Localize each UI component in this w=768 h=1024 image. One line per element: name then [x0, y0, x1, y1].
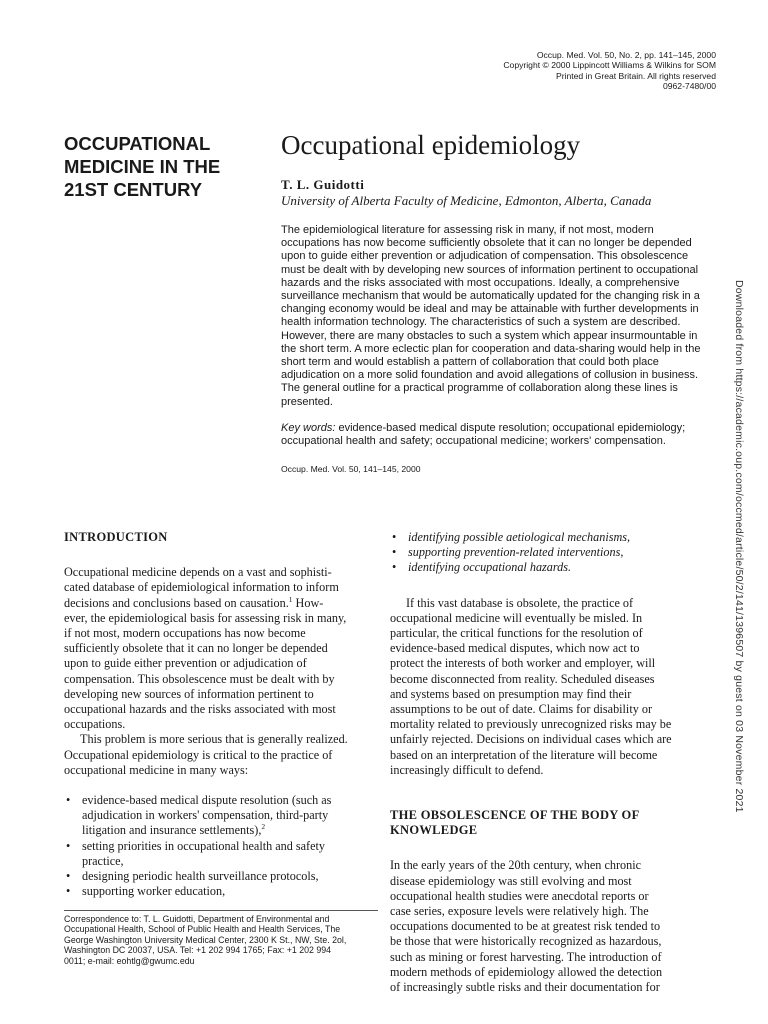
- keywords-line: occupational health and safety; occupational medicine; workers' compensation.: [281, 435, 666, 448]
- correspondence-footnote: [64, 914, 378, 966]
- bullet-icon: •: [392, 545, 397, 560]
- text-line: occupational medicine in many ways:: [64, 762, 249, 777]
- footnote-line: Correspondence to: T. L. Guidotti, Department of Environmental and: [64, 914, 330, 924]
- abstract-line: must be dealt with by developing new sources of information pertinent to occupational: [281, 263, 699, 276]
- keywords: [281, 422, 717, 448]
- text-line: mortality related to previously unrecognized risks may be: [390, 717, 672, 732]
- bullet-icon: •: [392, 530, 397, 544]
- right-column: [390, 530, 718, 995]
- text-span: decisions and conclusions based on causation.: [64, 595, 289, 610]
- abstract-line: occupations has now become sufficiently obsolete that it can no longer be depended: [281, 237, 692, 250]
- text-line: such as mining or forest harvesting. The introduction of: [390, 949, 662, 964]
- reference-1: 1: [288, 594, 293, 604]
- article-citation: Occup. Med. Vol. 50, 141–145, 2000: [281, 464, 421, 474]
- text-line: Occupational epidemiology is critical to the practice of: [64, 747, 333, 762]
- text-line: increasingly difficult to defend.: [390, 762, 544, 777]
- bullet-item: [64, 793, 378, 839]
- obsolete-paragraph: [390, 596, 718, 778]
- footnote-line: Washington DC 20037, USA. Tel: +1 202 994 1765; Fax: +1 202 994: [64, 945, 332, 956]
- footnote-divider: [64, 910, 378, 911]
- heading-line: THE OBSOLESCENCE OF THE BODY OF: [390, 808, 640, 823]
- text-line: and systems based on presumption may find their: [390, 686, 632, 701]
- pubinfo-line: Occup. Med. Vol. 50, No. 2, pp. 141–145, 2000: [536, 50, 716, 60]
- text-line: particular, the critical functions for the resolution of: [390, 626, 643, 641]
- footnote-line: George Washington University Medical Center, 2300 K St., NW, Ste. 2ol,: [64, 934, 347, 945]
- text-line: evidence-based medical dispute resolution (such as: [82, 793, 332, 808]
- bullet-icon: •: [66, 869, 71, 884]
- introduction-heading: INTRODUCTION: [64, 530, 168, 544]
- bullet-icon: •: [66, 838, 71, 853]
- text-line: occupational hazards and the risks associated with most: [64, 702, 336, 717]
- bullet-item: [390, 560, 718, 575]
- text-line: occupational medicine will eventually be misled. In: [390, 610, 643, 625]
- text-line: If this vast database is obsolete, the practice of: [406, 595, 634, 610]
- bullet-item: [390, 545, 718, 560]
- section-label: [64, 132, 264, 201]
- text-line: occupational health studies were anecdotal reports or: [390, 888, 649, 903]
- abstract: [281, 224, 717, 409]
- text-line: unfairly rejected. Decisions on individual cases which are: [390, 732, 672, 747]
- heading-line: KNOWLEDGE: [390, 823, 478, 838]
- pubinfo-line: Copyright © 2000 Lippincott Williams & Wilkins for SOM: [503, 60, 716, 71]
- text-line: Occupational medicine depends on a vast and sophisti-: [64, 565, 332, 580]
- abstract-line: changing economy would be ideal and may be attainable with further developments in: [281, 303, 699, 316]
- text-line: occupations.: [64, 717, 126, 732]
- abstract-line: surveillance mechanism that would be automatically updated for the changing risk in a: [281, 290, 700, 303]
- bullet-item: [64, 839, 378, 869]
- abstract-line: The epidemiological literature for assessing risk in many, if not most, modern: [281, 224, 654, 236]
- text-line: identifying possible aetiological mechanisms,: [408, 530, 631, 544]
- left-column: [64, 530, 378, 899]
- abstract-line: hazards and the risks associated with most occupations. Ideally, a comprehensive: [281, 276, 680, 289]
- keywords-line: [281, 422, 717, 435]
- text-line: case series, exposure levels were relatively high. The: [390, 904, 649, 919]
- text-line: upon to guide either prevention or adjudication of: [64, 656, 307, 671]
- pubinfo-line: Printed in Great Britain. All rights reserved: [555, 70, 716, 81]
- abstract-line: presented.: [281, 395, 333, 408]
- text-line: [64, 596, 378, 611]
- text-line: supporting prevention-related interventions,: [408, 545, 624, 560]
- bullet-icon: •: [392, 560, 397, 575]
- abstract-line: upon to guide either prevention or adjudication of compensation. This obsolescence: [281, 250, 689, 263]
- section-label-line: OCCUPATIONAL: [64, 133, 211, 154]
- text-line: ever, the epidemiological basis for assessing risk in many,: [64, 610, 347, 625]
- text-line: assumptions to be out of date. Claims for disability or: [390, 702, 653, 717]
- abstract-line: However, there are many obstacles to such a system which appear insurmountable in: [281, 329, 698, 342]
- download-note: Downloaded from https://academic.oup.com/occmed/article/50/2/141/1396507 by guest on 03 November 2021: [733, 280, 745, 813]
- text-line: This problem is more serious that is generally realized.: [80, 732, 348, 747]
- text-line: In the early years of the 20th century, when chronic: [390, 858, 641, 873]
- text-line: occupations documented to be at greatest risk tended to: [390, 919, 661, 934]
- text-line: disease epidemiology was still evolving and most: [390, 873, 632, 888]
- abstract-line: health information technology. The characteristics of such a system are described.: [281, 316, 681, 329]
- keywords-label: Key words:: [281, 422, 336, 434]
- pubinfo-line: 0962-7480/00: [662, 81, 716, 92]
- text-line: of increasingly subtle risks and their documentation for: [390, 980, 660, 995]
- abstract-line: the short term. A more eclectic plan for cooperation and data-sharing would help in the: [281, 342, 701, 355]
- text-line: evidence-based medical disputes, which now act to: [390, 641, 640, 656]
- article-affiliation: University of Alberta Faculty of Medicine, Edmonton, Alberta, Canada: [281, 193, 652, 208]
- bullet-icon: •: [66, 793, 71, 808]
- footnote-line: 0011; e-mail: eohtlg@gwumc.edu: [64, 955, 195, 966]
- text-line: compensation. This obsolescence must be dealt with by: [64, 671, 335, 686]
- abstract-line: adjudication on a more solid foundation and avoid allegations of collusion in business.: [281, 369, 699, 382]
- text-line: identifying occupational hazards.: [408, 560, 572, 575]
- text-line: practice,: [82, 853, 124, 868]
- text-line: [82, 823, 378, 838]
- abstract-line: short term and would establish a pattern of collaboration that could both place: [281, 356, 659, 369]
- text-line: setting priorities in occupational health and safety: [82, 838, 326, 853]
- text-line: supporting worker education,: [82, 884, 226, 899]
- publication-info: [470, 50, 716, 92]
- article-title: Occupational epidemiology: [281, 130, 581, 160]
- text-line: sufficiently obsolete that it can no longer be depended: [64, 641, 328, 656]
- text-line: based on an interpretation of the literature will become: [390, 747, 658, 762]
- abstract-line: The general outline for a practical programme of collaboration along these lines is: [281, 382, 678, 395]
- early-years-paragraph: [390, 858, 718, 995]
- bullet-item: [64, 869, 378, 884]
- reference-2: 2: [261, 822, 266, 832]
- text-line: become disconnected from reality. Scheduled diseases: [390, 671, 655, 686]
- text-span: litigation and insurance settlements),: [82, 823, 262, 838]
- text-line: if not most, modern occupations has now become: [64, 626, 306, 641]
- text-line: developing new sources of information pertinent to: [64, 686, 314, 701]
- text-line: adjudication in workers' compensation, third-party: [82, 808, 329, 823]
- footnote-line: Occupational Health, School of Public Health and Health Services, The: [64, 924, 341, 935]
- bullet-item: [390, 530, 718, 545]
- intro-paragraph-2: [64, 732, 378, 778]
- section-label-line: 21ST CENTURY: [64, 179, 203, 200]
- bullet-icon: •: [66, 884, 71, 899]
- section-label-line: MEDICINE IN THE: [64, 156, 221, 177]
- text-line: modern methods of epidemiology allowed the detection: [390, 964, 663, 979]
- text-span: How-: [292, 595, 324, 610]
- keywords-text: evidence-based medical dispute resolution; occupational epidemiology;: [335, 422, 686, 434]
- text-line: protect the interests of both worker and employer, will: [390, 656, 656, 671]
- text-line: cated database of epidemiological information to inform: [64, 580, 339, 595]
- bullet-item: [64, 884, 378, 899]
- intro-paragraph: [64, 565, 378, 732]
- text-line: be those that were historically recognized as hazardous,: [390, 934, 662, 949]
- article-author: T. L. Guidotti: [281, 177, 365, 192]
- obsolescence-heading: [390, 808, 718, 838]
- text-line: designing periodic health surveillance protocols,: [82, 869, 319, 884]
